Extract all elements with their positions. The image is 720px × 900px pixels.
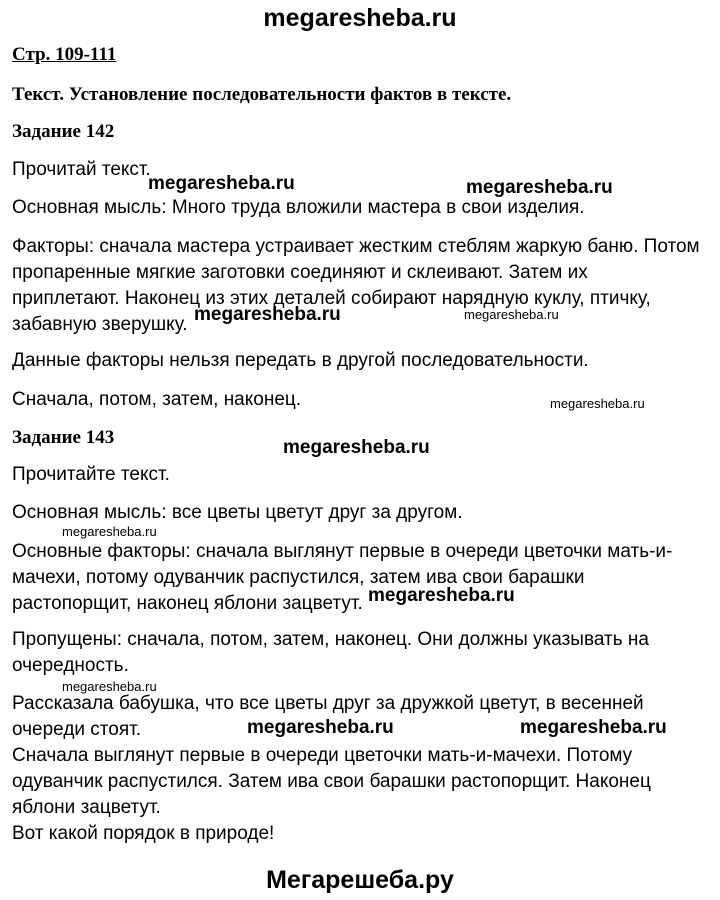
task-142-factors-line-1: Факторы: сначала мастера устраивает жестким стеблям жаркую баню. Потом — [12, 236, 700, 257]
watermark: megaresheba.ru — [283, 437, 430, 458]
site-header: megaresheba.ru — [263, 4, 457, 32]
task-143-factors-line-2: мачехи, потому одуванчик распустился, затем ива свои барашки — [12, 567, 585, 588]
watermark: megaresheba.ru — [520, 717, 667, 738]
task-143-rewrite-line-2: одуванчик распустился. Затем ива свои барашки растопорщит. Наконец — [12, 771, 651, 792]
watermark: megaresheba.ru — [550, 396, 645, 411]
page-reference: Стр. 109-111 — [12, 44, 117, 65]
task-143-missing-line-2: очередность. — [12, 655, 129, 676]
task-143-rewrite-line-3: яблони зацветут. — [12, 797, 161, 818]
task-142-instruction: Прочитай текст. — [12, 159, 151, 180]
watermark: megaresheba.ru — [466, 177, 613, 198]
task-142-factors-line-4: забавную зверушку. — [12, 314, 188, 335]
topic-heading: Текст. Установление последовательности фактов в тексте. — [12, 84, 512, 105]
task-142-sequence-note: Данные факторы нельзя передать в другой последовательности. — [12, 350, 589, 371]
task-142-title: Задание 142 — [12, 121, 115, 142]
task-143-instruction: Прочитайте текст. — [12, 464, 170, 485]
task-143-conclusion: Вот какой порядок в природе! — [12, 823, 275, 844]
watermark: megaresheba.ru — [194, 304, 341, 325]
task-143-story-line-1: Рассказала бабушка, что все цветы друг за дружкой цветут, в весенней — [12, 693, 644, 714]
task-142-main-idea: Основная мысль: Много труда вложили мастера в свои изделия. — [12, 197, 585, 218]
watermark: megaresheba.ru — [368, 585, 515, 606]
site-footer: Мегарешеба.ру — [266, 866, 454, 894]
task-143-main-idea: Основная мысль: все цветы цветут друг за другом. — [12, 502, 463, 523]
watermark: megaresheba.ru — [464, 307, 559, 322]
task-143-factors-line-3: растопорщит, наконец яблони зацветут. — [12, 593, 363, 614]
watermark: megaresheba.ru — [62, 524, 157, 539]
watermark: megaresheba.ru — [62, 679, 157, 694]
task-142-factors-line-2: пропаренные мягкие заготовки соединяют и склеивают. Затем их — [12, 262, 588, 283]
task-143-factors-line-1: Основные факторы: сначала выглянут первые в очереди цветочки мать-и- — [12, 541, 673, 562]
task-142-answer: Сначала, потом, затем, наконец. — [12, 389, 302, 410]
watermark: megaresheba.ru — [148, 173, 295, 194]
task-143-missing-line-1: Пропущены: сначала, потом, затем, наконец. Они должны указывать на — [12, 629, 649, 650]
task-143-rewrite-line-1: Сначала выглянут первые в очереди цветочки мать-и-мачехи. Потому — [12, 745, 633, 766]
task-143-title: Задание 143 — [12, 427, 115, 448]
task-143-story-line-2: очереди стоят. — [12, 719, 142, 740]
task-142-factors-line-3: приплетают. Наконец из этих деталей собирают нарядную куклу, птичку, — [12, 288, 651, 309]
watermark: megaresheba.ru — [247, 717, 394, 738]
